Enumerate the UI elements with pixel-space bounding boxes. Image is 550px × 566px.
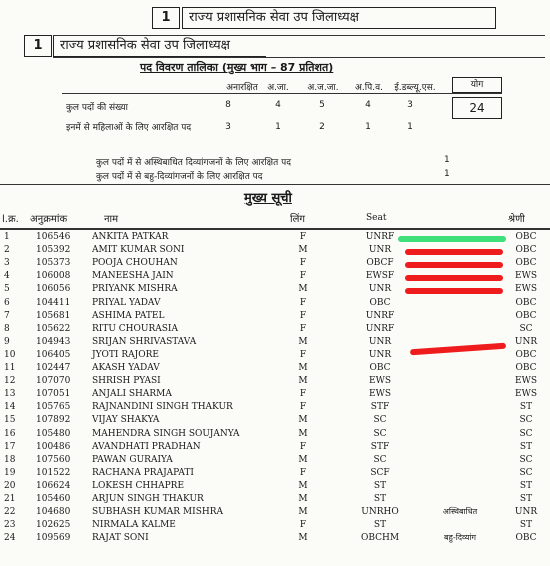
row-seat: UNRF [365, 232, 395, 242]
row-roll-number: 106008 [36, 271, 71, 282]
row-gender: F [299, 323, 307, 334]
second-title-rule [53, 35, 545, 36]
row-seat: ST [373, 520, 387, 531]
row-seat: EWS [369, 376, 391, 387]
row-name: PAWAN GURAIYA [92, 454, 173, 465]
row-gender: F [299, 271, 307, 282]
table-row [0, 454, 550, 467]
second-title-box: राज्य प्रशासनिक सेवा उप जिलाध्यक्ष [53, 35, 266, 57]
row-gender: F [299, 520, 307, 531]
row-seat: UNRF [365, 323, 395, 334]
header-name: नाम [104, 214, 119, 225]
row-sno: 12 [4, 376, 16, 387]
table-row [0, 375, 550, 388]
row-seat: OBC [369, 363, 391, 373]
row-name: SHRISH PYASI [92, 376, 161, 387]
row-name: RITU CHOURASIA [92, 323, 178, 334]
row-category: EWS [515, 271, 537, 282]
col-head-unreserved: अनारक्षित [226, 83, 258, 93]
col-head-sc: अ.जा. [267, 83, 289, 93]
row-name: RAJNANDINI SINGH THAKUR [92, 402, 233, 413]
row-sno: 10 [4, 349, 16, 360]
row-seat: OBCHM [360, 533, 400, 544]
row-seat: SC [373, 454, 387, 465]
row-name: SUBHASH KUMAR MISHRA [92, 507, 223, 518]
header-gender: लिंग [290, 214, 305, 225]
row-roll-number: 102625 [36, 520, 71, 531]
row-category: OBC [515, 258, 537, 269]
row-category: EWS [515, 284, 537, 295]
table-row [0, 493, 550, 506]
row-seat: EWSF [365, 271, 395, 282]
row-category: UNR [514, 336, 538, 347]
row-gender: M [298, 454, 308, 465]
row-name: PRIYANK MISHRA [92, 284, 178, 295]
row-name: ANJALI SHARMA [92, 389, 172, 400]
row-category: SC [519, 323, 533, 334]
row-gender: M [298, 494, 308, 504]
table-row [0, 428, 550, 441]
row-category: OBC [515, 297, 537, 308]
col-head-st: अ.ज.जा. [307, 83, 339, 93]
table-row [0, 519, 550, 532]
row-name: LOKESH CHHAPRE [92, 480, 185, 491]
highlight-stroke [405, 288, 503, 294]
header-category: श्रेणी [508, 214, 525, 225]
row-category: SC [519, 415, 533, 426]
row-sno: 8 [4, 323, 10, 334]
row-roll-number: 105681 [36, 310, 71, 321]
row-category: ST [519, 494, 533, 504]
row-gender: M [298, 336, 308, 347]
women-unreserved: 3 [225, 122, 231, 132]
row-sno: 14 [4, 402, 16, 413]
row-category: SC [519, 454, 533, 465]
women-posts-label: इनमें से महिलाओं के लिए आरक्षित पद [66, 123, 192, 133]
row-sno: 6 [4, 297, 10, 308]
row-seat: SC [373, 415, 387, 426]
ortho-note-value: 1 [444, 155, 450, 165]
main-list-title: मुख्य सूची [244, 191, 292, 206]
row-name: RAJAT SONI [92, 533, 149, 544]
row-gender: M [298, 284, 308, 295]
row-gender: F [299, 349, 307, 360]
row-sno: 13 [4, 389, 16, 400]
row-remark: अस्थिबाधित [442, 507, 478, 517]
row-sno: 4 [4, 271, 10, 282]
post-table-title: पद विवरण तालिका (मुख्य भाग – 87 प्रतिशत) [140, 61, 334, 74]
row-sno: 16 [4, 428, 16, 439]
row-sno: 18 [4, 454, 16, 465]
header-sno: l.क्र. [2, 214, 19, 225]
row-roll-number: 100486 [36, 441, 71, 452]
row-gender: F [299, 402, 307, 413]
total-posts-label: कुल पदों की संख्या [66, 103, 128, 113]
row-name: MANEESHA JAIN [92, 271, 174, 282]
section-rule [0, 184, 550, 185]
row-sno: 15 [4, 415, 16, 426]
row-category: ST [519, 441, 533, 452]
row-gender: M [298, 428, 308, 439]
table-row [0, 401, 550, 414]
row-category: OBC [515, 232, 537, 242]
row-gender: F [299, 258, 307, 269]
row-roll-number: 101522 [36, 467, 71, 478]
total-unreserved: 8 [225, 100, 231, 110]
row-name: RACHANA PRAJAPATI [92, 467, 194, 478]
row-seat: STF [370, 441, 390, 452]
row-gender: M [298, 415, 308, 426]
total-obc: 4 [365, 100, 371, 110]
table-row [0, 297, 550, 310]
multi-note-label: कुल पदों में से बहु-दिव्यांगजनों के लिए आरक्षित पद [96, 172, 263, 182]
row-roll-number: 106624 [36, 480, 71, 491]
row-name: ANKITA PATKAR [92, 232, 169, 242]
header-roll: अनुक्रमांक [30, 214, 68, 225]
row-sno: 5 [4, 284, 10, 295]
row-roll-number: 105480 [36, 428, 71, 439]
total-sc: 4 [275, 100, 281, 110]
row-seat: ST [373, 480, 387, 491]
row-sno: 3 [4, 258, 10, 269]
row-roll-number: 105622 [36, 323, 71, 334]
col-head-total: योग [452, 77, 502, 93]
row-name: VIJAY SHAKYA [92, 415, 160, 426]
row-roll-number: 104680 [36, 507, 71, 518]
row-category: OBC [515, 533, 537, 544]
row-seat: ST [373, 494, 387, 504]
row-category: OBC [515, 363, 537, 373]
row-sno: 11 [4, 363, 16, 373]
row-gender: M [298, 245, 308, 256]
table-row [0, 441, 550, 454]
row-roll-number: 102447 [36, 363, 71, 373]
row-sno: 21 [4, 494, 16, 504]
row-sno: 1 [4, 232, 10, 242]
row-sno: 19 [4, 467, 16, 478]
row-seat: EWS [369, 389, 391, 400]
second-bottom-rule [53, 57, 545, 58]
row-roll-number: 105460 [36, 494, 71, 504]
table-row [0, 480, 550, 493]
list-header-rule [0, 228, 550, 230]
row-sno: 9 [4, 336, 10, 347]
row-sno: 24 [4, 533, 16, 544]
row-category: UNR [514, 507, 538, 518]
row-roll-number: 104411 [36, 297, 71, 308]
post-table-rule [62, 93, 502, 94]
row-category: ST [519, 402, 533, 413]
row-gender: F [299, 389, 307, 400]
row-gender: M [298, 363, 308, 373]
row-name: ASHIMA PATEL [92, 310, 165, 321]
row-gender: F [299, 297, 307, 308]
row-name: AVANDHATI PRADHAN [92, 441, 201, 452]
row-name: AMIT KUMAR SONI [92, 245, 185, 256]
row-roll-number: 107070 [36, 376, 71, 387]
col-head-obc: अ.पि.व. [355, 83, 383, 93]
women-ews: 1 [407, 122, 413, 132]
table-row [0, 414, 550, 427]
highlight-stroke [405, 262, 503, 268]
row-seat: UNRF [365, 310, 395, 321]
row-category: OBC [515, 349, 537, 360]
row-roll-number: 105392 [36, 245, 71, 256]
row-category: SC [519, 467, 533, 478]
header-title-box: राज्य प्रशासनिक सेवा उप जिलाध्यक्ष [182, 7, 496, 29]
row-remark: बहु-दिव्यांग [444, 533, 476, 543]
row-roll-number: 107892 [36, 415, 71, 426]
highlight-stroke [398, 236, 506, 242]
ortho-note-label: कुल पदों में से अस्थिबाधित दिव्यांगजनों के लिए आरक्षित पद [96, 158, 292, 168]
row-category: OBC [515, 310, 537, 321]
grand-total-box: 24 [452, 97, 502, 119]
row-roll-number: 105373 [36, 258, 71, 269]
row-category: EWS [515, 389, 537, 400]
table-row [0, 388, 550, 401]
women-st: 2 [319, 122, 325, 132]
total-ews: 3 [407, 100, 413, 110]
row-gender: M [298, 533, 308, 544]
women-obc: 1 [365, 122, 371, 132]
row-seat: UNR [368, 245, 392, 256]
row-roll-number: 105765 [36, 402, 71, 413]
row-seat: OBC [369, 297, 391, 308]
row-roll-number: 107560 [36, 454, 71, 465]
highlight-stroke [405, 275, 503, 281]
highlight-stroke [405, 249, 503, 255]
row-gender: F [299, 441, 307, 452]
header-seat: Seat [366, 213, 387, 223]
row-roll-number: 109569 [36, 533, 71, 544]
row-sno: 22 [4, 507, 16, 518]
row-gender: M [298, 480, 308, 491]
row-name: POOJA CHOUHAN [92, 258, 178, 269]
row-name: AKASH YADAV [92, 363, 160, 373]
table-row [0, 362, 550, 375]
row-gender: F [299, 310, 307, 321]
row-roll-number: 106546 [36, 232, 71, 242]
row-category: OBC [515, 245, 537, 256]
table-row [0, 506, 550, 519]
second-number-box: 1 [24, 35, 52, 57]
row-seat: UNR [368, 349, 392, 360]
row-roll-number: 104943 [36, 336, 71, 347]
row-sno: 23 [4, 520, 16, 531]
row-gender: M [298, 507, 308, 518]
row-roll-number: 106405 [36, 349, 71, 360]
total-st: 5 [319, 100, 325, 110]
header-number-box: 1 [152, 7, 180, 29]
row-seat: SCF [370, 467, 390, 478]
table-row [0, 323, 550, 336]
row-category: ST [519, 480, 533, 491]
row-seat: UNR [368, 336, 392, 347]
row-gender: F [299, 232, 307, 242]
row-name: JYOTI RAJORE [92, 349, 159, 360]
row-name: SRIJAN SHRIVASTAVA [92, 336, 197, 347]
row-name: PRIYAL YADAV [92, 297, 161, 308]
col-head-ews: ई.डब्ल्यू.एस. [394, 83, 436, 93]
row-seat: UNRHO [361, 507, 399, 518]
row-roll-number: 107051 [36, 389, 71, 400]
row-name: MAHENDRA SINGH SOUJANYA [92, 428, 240, 439]
table-row [0, 310, 550, 323]
table-row [0, 532, 550, 545]
row-gender: M [298, 376, 308, 387]
row-sno: 7 [4, 310, 10, 321]
table-row [0, 467, 550, 480]
row-seat: UNR [368, 284, 392, 295]
row-seat: STF [370, 402, 390, 413]
row-name: NIRMALA KALME [92, 520, 176, 531]
row-category: ST [519, 520, 533, 531]
row-roll-number: 106056 [36, 284, 71, 295]
row-category: EWS [515, 376, 537, 387]
row-seat: OBCF [366, 258, 394, 269]
row-category: SC [519, 428, 533, 439]
row-name: ARJUN SINGH THAKUR [92, 494, 204, 504]
row-sno: 2 [4, 245, 10, 256]
row-sno: 17 [4, 441, 16, 452]
row-gender: F [299, 467, 307, 478]
row-sno: 20 [4, 480, 16, 491]
women-sc: 1 [275, 122, 281, 132]
row-seat: SC [373, 428, 387, 439]
multi-note-value: 1 [444, 169, 450, 179]
